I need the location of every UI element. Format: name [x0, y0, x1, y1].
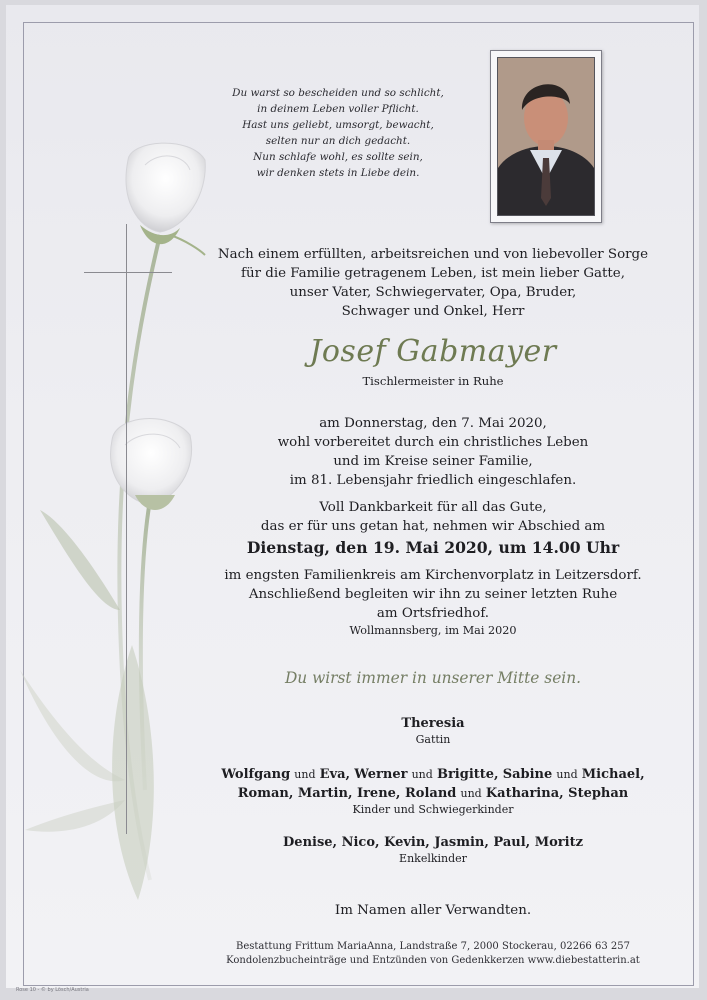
funeral-home-footer — [200, 940, 666, 968]
closing-line: Im Namen aller Verwandten. — [334, 903, 532, 918]
spouse-role: Gattin — [415, 733, 451, 746]
white-rose-illustration — [20, 140, 220, 900]
poem-line: wir denken stets in Liebe dein. — [256, 167, 420, 179]
motto: Du wirst immer in unserer Mitte sein. — [284, 669, 582, 687]
mourner-name: Roman, Martin, Irene, Roland — [237, 786, 457, 801]
mourner-name: Werner — [354, 767, 408, 782]
footer-line: Bestattung Frittum MariaAnna, Landstraße 7, 2000 Stockerau, 02266 63 257 — [236, 941, 630, 952]
thanks-line: das er für uns getan hat, nehmen wir Abschied am — [260, 519, 606, 534]
poem-line: selten nur an dich gedacht. — [265, 135, 411, 147]
ceremony-place — [200, 566, 666, 623]
mourner-name: Brigitte, — [436, 767, 499, 782]
place-line: Anschließend begleiten wir ihn zu seiner letzten Ruhe — [248, 587, 618, 602]
mourner-name: Eva, — [319, 767, 351, 782]
grandchildren-names: Denise, Nico, Kevin, Jasmin, Paul, Moritz — [283, 835, 583, 850]
grandchildren-block — [200, 833, 666, 866]
death-line: und im Kreise seiner Familie, — [333, 454, 533, 469]
thanks-line: Voll Dankbarkeit für all das Gute, — [319, 500, 547, 515]
deceased-name: Josef Gabmayer — [309, 334, 557, 369]
grandchildren-role: Enkelkinder — [399, 852, 467, 865]
intro-text — [200, 245, 666, 321]
place-line: am Ortsfriedhof. — [376, 606, 490, 621]
portrait-photo — [497, 57, 595, 216]
thanks-text — [200, 498, 666, 536]
copyright-note: Rose 10 - © by Lösch/Austria — [16, 987, 89, 993]
cross-vertical-line — [126, 224, 127, 834]
poem — [220, 85, 456, 181]
death-line: wohl vorbereitet durch ein christliches Leben — [277, 435, 589, 450]
poem-line: Nun schlafe wohl, es sollte sein, — [253, 151, 423, 163]
dateline: Wollmannsberg, im Mai 2020 — [349, 624, 517, 637]
portrait-frame — [490, 50, 602, 223]
poem-line: Du warst so bescheiden und so schlicht, — [232, 87, 444, 99]
death-line: im 81. Lebensjahr friedlich eingeschlafen. — [289, 473, 577, 488]
children-block — [200, 765, 666, 817]
conjunction: und — [556, 768, 578, 781]
spouse-block — [200, 714, 666, 747]
mourner-name: Sabine — [502, 767, 553, 782]
footer-line: Kondolenzbucheinträge und Entzünden von Gedenkkerzen www.diebestatterin.at — [226, 955, 640, 966]
children-role: Kinder und Schwiegerkinder — [352, 803, 514, 816]
intro-line: Nach einem erfüllten, arbeitsreichen und von liebevoller Sorge — [217, 247, 649, 262]
deceased-profession: Tischlermeister in Ruhe — [362, 374, 504, 388]
ceremony-datetime: Dienstag, den 19. Mai 2020, um 14.00 Uhr — [246, 538, 620, 557]
cross-horizontal-line — [84, 272, 172, 273]
conjunction: und — [411, 768, 433, 781]
intro-line: unser Vater, Schwiegervater, Opa, Bruder, — [289, 285, 577, 300]
mourner-name: Michael, — [581, 767, 645, 782]
mourner-name: Katharina, Stephan — [485, 786, 629, 801]
spouse-name: Theresia — [401, 716, 465, 731]
death-line: am Donnerstag, den 7. Mai 2020, — [319, 416, 547, 431]
intro-line: für die Familie getragenem Leben, ist mein lieber Gatte, — [241, 266, 625, 281]
mourner-name: Wolfgang — [221, 767, 291, 782]
place-line: im engsten Familienkreis am Kirchenvorplatz in Leitzersdorf. — [224, 568, 642, 583]
conjunction: und — [294, 768, 316, 781]
poem-line: in deinem Leben voller Pflicht. — [257, 103, 419, 115]
portrait-figure — [498, 58, 594, 215]
intro-line: Schwager und Onkel, Herr — [341, 304, 525, 319]
conjunction: und — [460, 787, 482, 800]
death-text — [200, 414, 666, 490]
poem-line: Hast uns geliebt, umsorgt, bewacht, — [242, 119, 434, 131]
